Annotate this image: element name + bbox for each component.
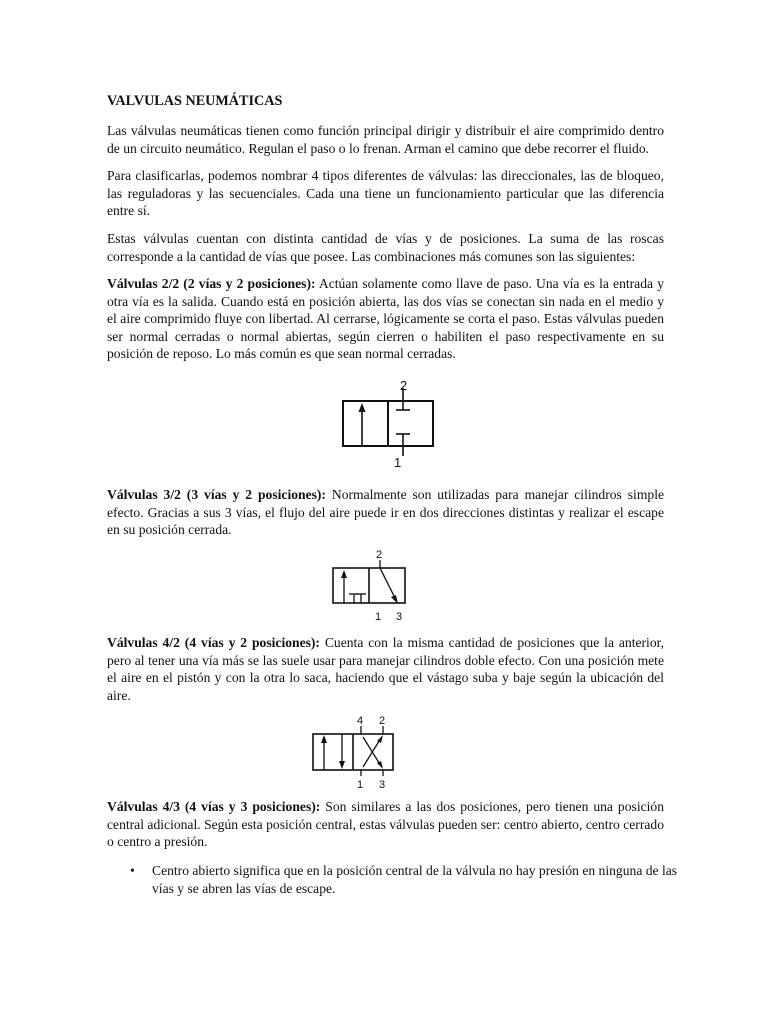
port-label-3: 3 [396, 611, 403, 623]
port-label-1: 1 [357, 779, 364, 791]
bullet-text: Centro abierto significa que en la posición central de la válvula no hay presión en ninguna de las vías y se abren las vías de escape. [152, 863, 678, 896]
valve-4-3-label: Válvulas 4/3 (4 vías y 3 posiciones): [107, 799, 321, 814]
valve-2-2-label: Válvulas 2/2 (2 vías y 2 posiciones): [107, 276, 316, 291]
valve-4-3-text: Son similares a las dos posiciones, pero tienen una posición central adicional. Según esta posición central, estas válvulas pueden ser: centro abierto, centro cerrado o centro a presión. [107, 799, 664, 849]
valve-4-2-symbol [311, 714, 401, 794]
valve-2-2-text: Actúan solamente como llave de paso. Una vía es la entrada y otra vía es la salida. Cuando está en posición abierta, las dos vías se conectan sin nada en el medio y el aire comprimido fluye con libertad. Al cerrarse, lógicamente se corta el paso. Estas válvulas pueden ser normal cerradas o normal abiertas, según cierren o habiliten el paso respectivamente en su posición de reposo. Lo más común es que sean normal cerradas. [107, 276, 664, 361]
port-label-2: 2 [379, 715, 386, 727]
port-label-2: 2 [376, 549, 383, 561]
valve-4-2-paragraph [107, 634, 664, 704]
port-label-2: 2 [400, 378, 408, 393]
page-title: VALVULAS NEUMÁTICAS [107, 93, 283, 109]
port-label-3: 3 [379, 779, 386, 791]
valve-3-2-text: Normalmente son utilizadas para manejar cilindros simple efecto. Gracias a sus 3 vías, el flujo del aire puede ir en dos direcciones distintas y realizar el escape en su posición cerrada. [107, 487, 664, 537]
port-label-4: 4 [357, 715, 364, 727]
valve-4-2-text: Cuenta con la misma cantidad de posiciones que la anterior, pero al tener una vía más se las suele usar para manejar cilindros doble efecto. Con una posición mete el aire en el pistón y con la otra lo saca, haciendo que el vástago suba y baje según la ubicación del aire. [107, 635, 664, 703]
ways-paragraph: Estas válvulas cuentan con distinta cantidad de vías y de posiciones. La suma de las roscas corresponde a la cantidad de vías que posee. Las combinaciones más comunes son las siguientes: [107, 231, 664, 264]
bullet-marker: • [130, 863, 135, 878]
list-item [130, 862, 686, 897]
valve-4-2-label: Válvulas 4/2 (4 vías y 2 posiciones): [107, 635, 320, 650]
port-label-1: 1 [394, 455, 402, 470]
valve-2-2-symbol [341, 378, 441, 473]
valve-3-2-paragraph [107, 486, 664, 539]
classification-paragraph: Para clasificarlas, podemos nombrar 4 tipos diferentes de válvulas: las direccionales, las de bloqueo, las reguladoras y las secuenciales. Cada una tiene un funcionamiento particular que las diferencia entre sí. [107, 168, 664, 218]
intro-paragraph: Las válvulas neumáticas tienen como función principal dirigir y distribuir el aire comprimido dentro de un circuito neumático. Regulan el paso o lo frenan. Arman el camino que debe recorrer el fluido. [107, 123, 664, 156]
valve-4-3-paragraph [107, 798, 664, 851]
valve-3-2-symbol [331, 548, 411, 626]
valve-2-2-paragraph [107, 275, 664, 363]
port-label-1: 1 [375, 611, 382, 623]
valve-3-2-label: Válvulas 3/2 (3 vías y 2 posiciones): [107, 487, 326, 502]
